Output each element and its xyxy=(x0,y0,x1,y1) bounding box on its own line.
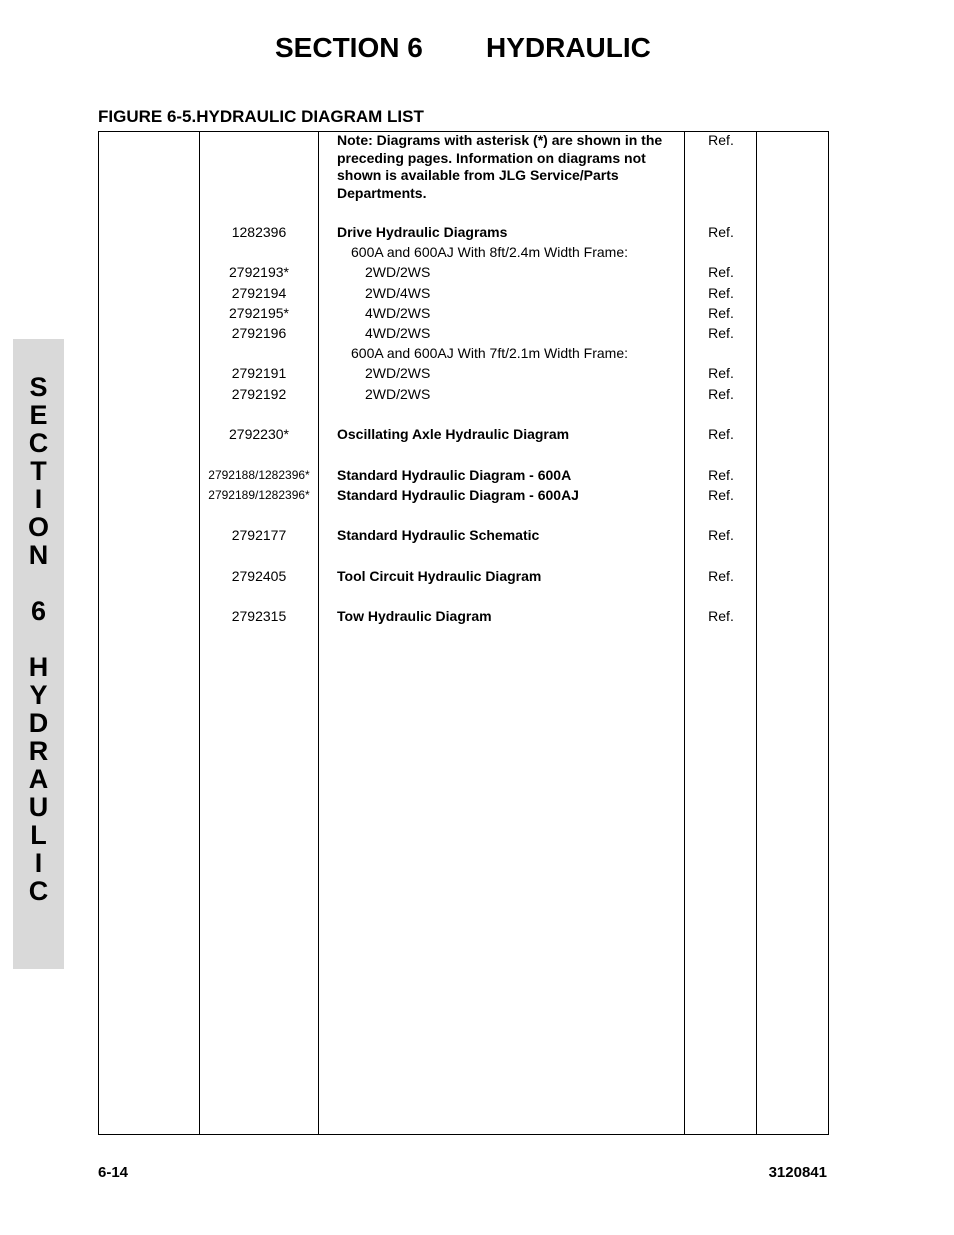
description: 2WD/2WS xyxy=(365,264,431,280)
side-tab-letter: D xyxy=(28,708,49,738)
quantity: Ref. xyxy=(708,224,734,240)
side-tab-letter: U xyxy=(28,792,49,822)
side-tab-letter: N xyxy=(28,540,49,570)
diagram-list-table xyxy=(98,131,829,1135)
figure-title: FIGURE 6-5.HYDRAULIC DIAGRAM LIST xyxy=(98,107,424,126)
document-number: 3120841 xyxy=(768,1164,827,1181)
part-number: 2792195* xyxy=(229,305,289,321)
quantity: Ref. xyxy=(708,285,734,301)
side-tab-letter: H xyxy=(28,652,49,682)
description: 600A and 600AJ With 7ft/2.1m Width Frame: xyxy=(351,345,629,361)
part-number: 2792191 xyxy=(231,365,287,381)
description: 600A and 600AJ With 8ft/2.4m Width Frame: xyxy=(351,244,629,260)
quantity: Ref. xyxy=(708,386,734,402)
side-tab-letter xyxy=(13,625,64,653)
description: 2WD/2WS xyxy=(365,386,431,402)
description: Drive Hydraulic Diagrams xyxy=(337,224,508,240)
description: 4WD/2WS xyxy=(365,325,431,341)
description: 2WD/4WS xyxy=(365,285,431,301)
side-tab-letter: 6 xyxy=(30,596,47,626)
quantity: Ref. xyxy=(708,264,734,280)
side-tab-letter: T xyxy=(30,456,47,486)
quantity: Ref. xyxy=(708,487,734,503)
part-number: 2792196 xyxy=(231,325,287,341)
side-tab-letter: C xyxy=(28,428,49,458)
side-tab-letter: O xyxy=(27,512,49,542)
note-text: Note: Diagrams with asterisk (*) are shown in the preceding pages. Information on diagrams not shown is available from JLG Service/Parts Departments. xyxy=(337,132,663,201)
part-number: 2792194 xyxy=(231,285,287,301)
side-tab-letter: Y xyxy=(29,680,48,710)
part-number: 2792192 xyxy=(231,386,287,402)
part-number: 2792177 xyxy=(231,527,287,543)
side-tab-letter: I xyxy=(34,848,43,878)
quantity: Ref. xyxy=(708,527,734,543)
column-divider xyxy=(318,132,319,1134)
description: 2WD/2WS xyxy=(365,365,431,381)
description: Oscillating Axle Hydraulic Diagram xyxy=(337,426,570,442)
quantity: Ref. xyxy=(708,325,734,341)
side-tab-letter: S xyxy=(29,372,48,402)
page-header xyxy=(0,32,954,72)
section-label: SECTION 6 xyxy=(275,32,423,63)
description: Tool Circuit Hydraulic Diagram xyxy=(337,568,542,584)
part-number: 2792230* xyxy=(229,426,289,442)
part-number: 2792405 xyxy=(231,568,287,584)
description: Tow Hydraulic Diagram xyxy=(337,608,492,624)
side-tab-letter: L xyxy=(30,820,47,850)
section-side-tab xyxy=(13,339,64,969)
quantity: Ref. xyxy=(708,608,734,624)
column-divider xyxy=(756,132,757,1134)
side-tab-letter: A xyxy=(28,764,49,794)
side-tab-letters xyxy=(13,373,64,905)
part-number: 2792188/1282396* xyxy=(208,468,310,482)
part-number: 2792189/1282396* xyxy=(208,488,310,502)
quantity: Ref. xyxy=(708,467,734,483)
note-qty: Ref. xyxy=(708,132,734,148)
description: 4WD/2WS xyxy=(365,305,431,321)
quantity: Ref. xyxy=(708,426,734,442)
side-tab-letter: R xyxy=(28,736,49,766)
side-tab-letter: E xyxy=(29,400,48,430)
side-tab-letter xyxy=(13,569,64,597)
description: Standard Hydraulic Diagram - 600A xyxy=(337,467,572,483)
column-divider xyxy=(199,132,200,1134)
description: Standard Hydraulic Schematic xyxy=(337,527,540,543)
part-number: 2792193* xyxy=(229,264,289,280)
section-title: HYDRAULIC xyxy=(486,32,651,63)
description: Standard Hydraulic Diagram - 600AJ xyxy=(337,487,579,503)
quantity: Ref. xyxy=(708,568,734,584)
side-tab-letter: I xyxy=(34,484,43,514)
side-tab-letter: C xyxy=(28,876,49,906)
part-number: 2792315 xyxy=(231,608,287,624)
column-divider xyxy=(684,132,685,1134)
part-number: 1282396 xyxy=(231,224,287,240)
page-number: 6-14 xyxy=(98,1164,129,1181)
quantity: Ref. xyxy=(708,305,734,321)
quantity: Ref. xyxy=(708,365,734,381)
